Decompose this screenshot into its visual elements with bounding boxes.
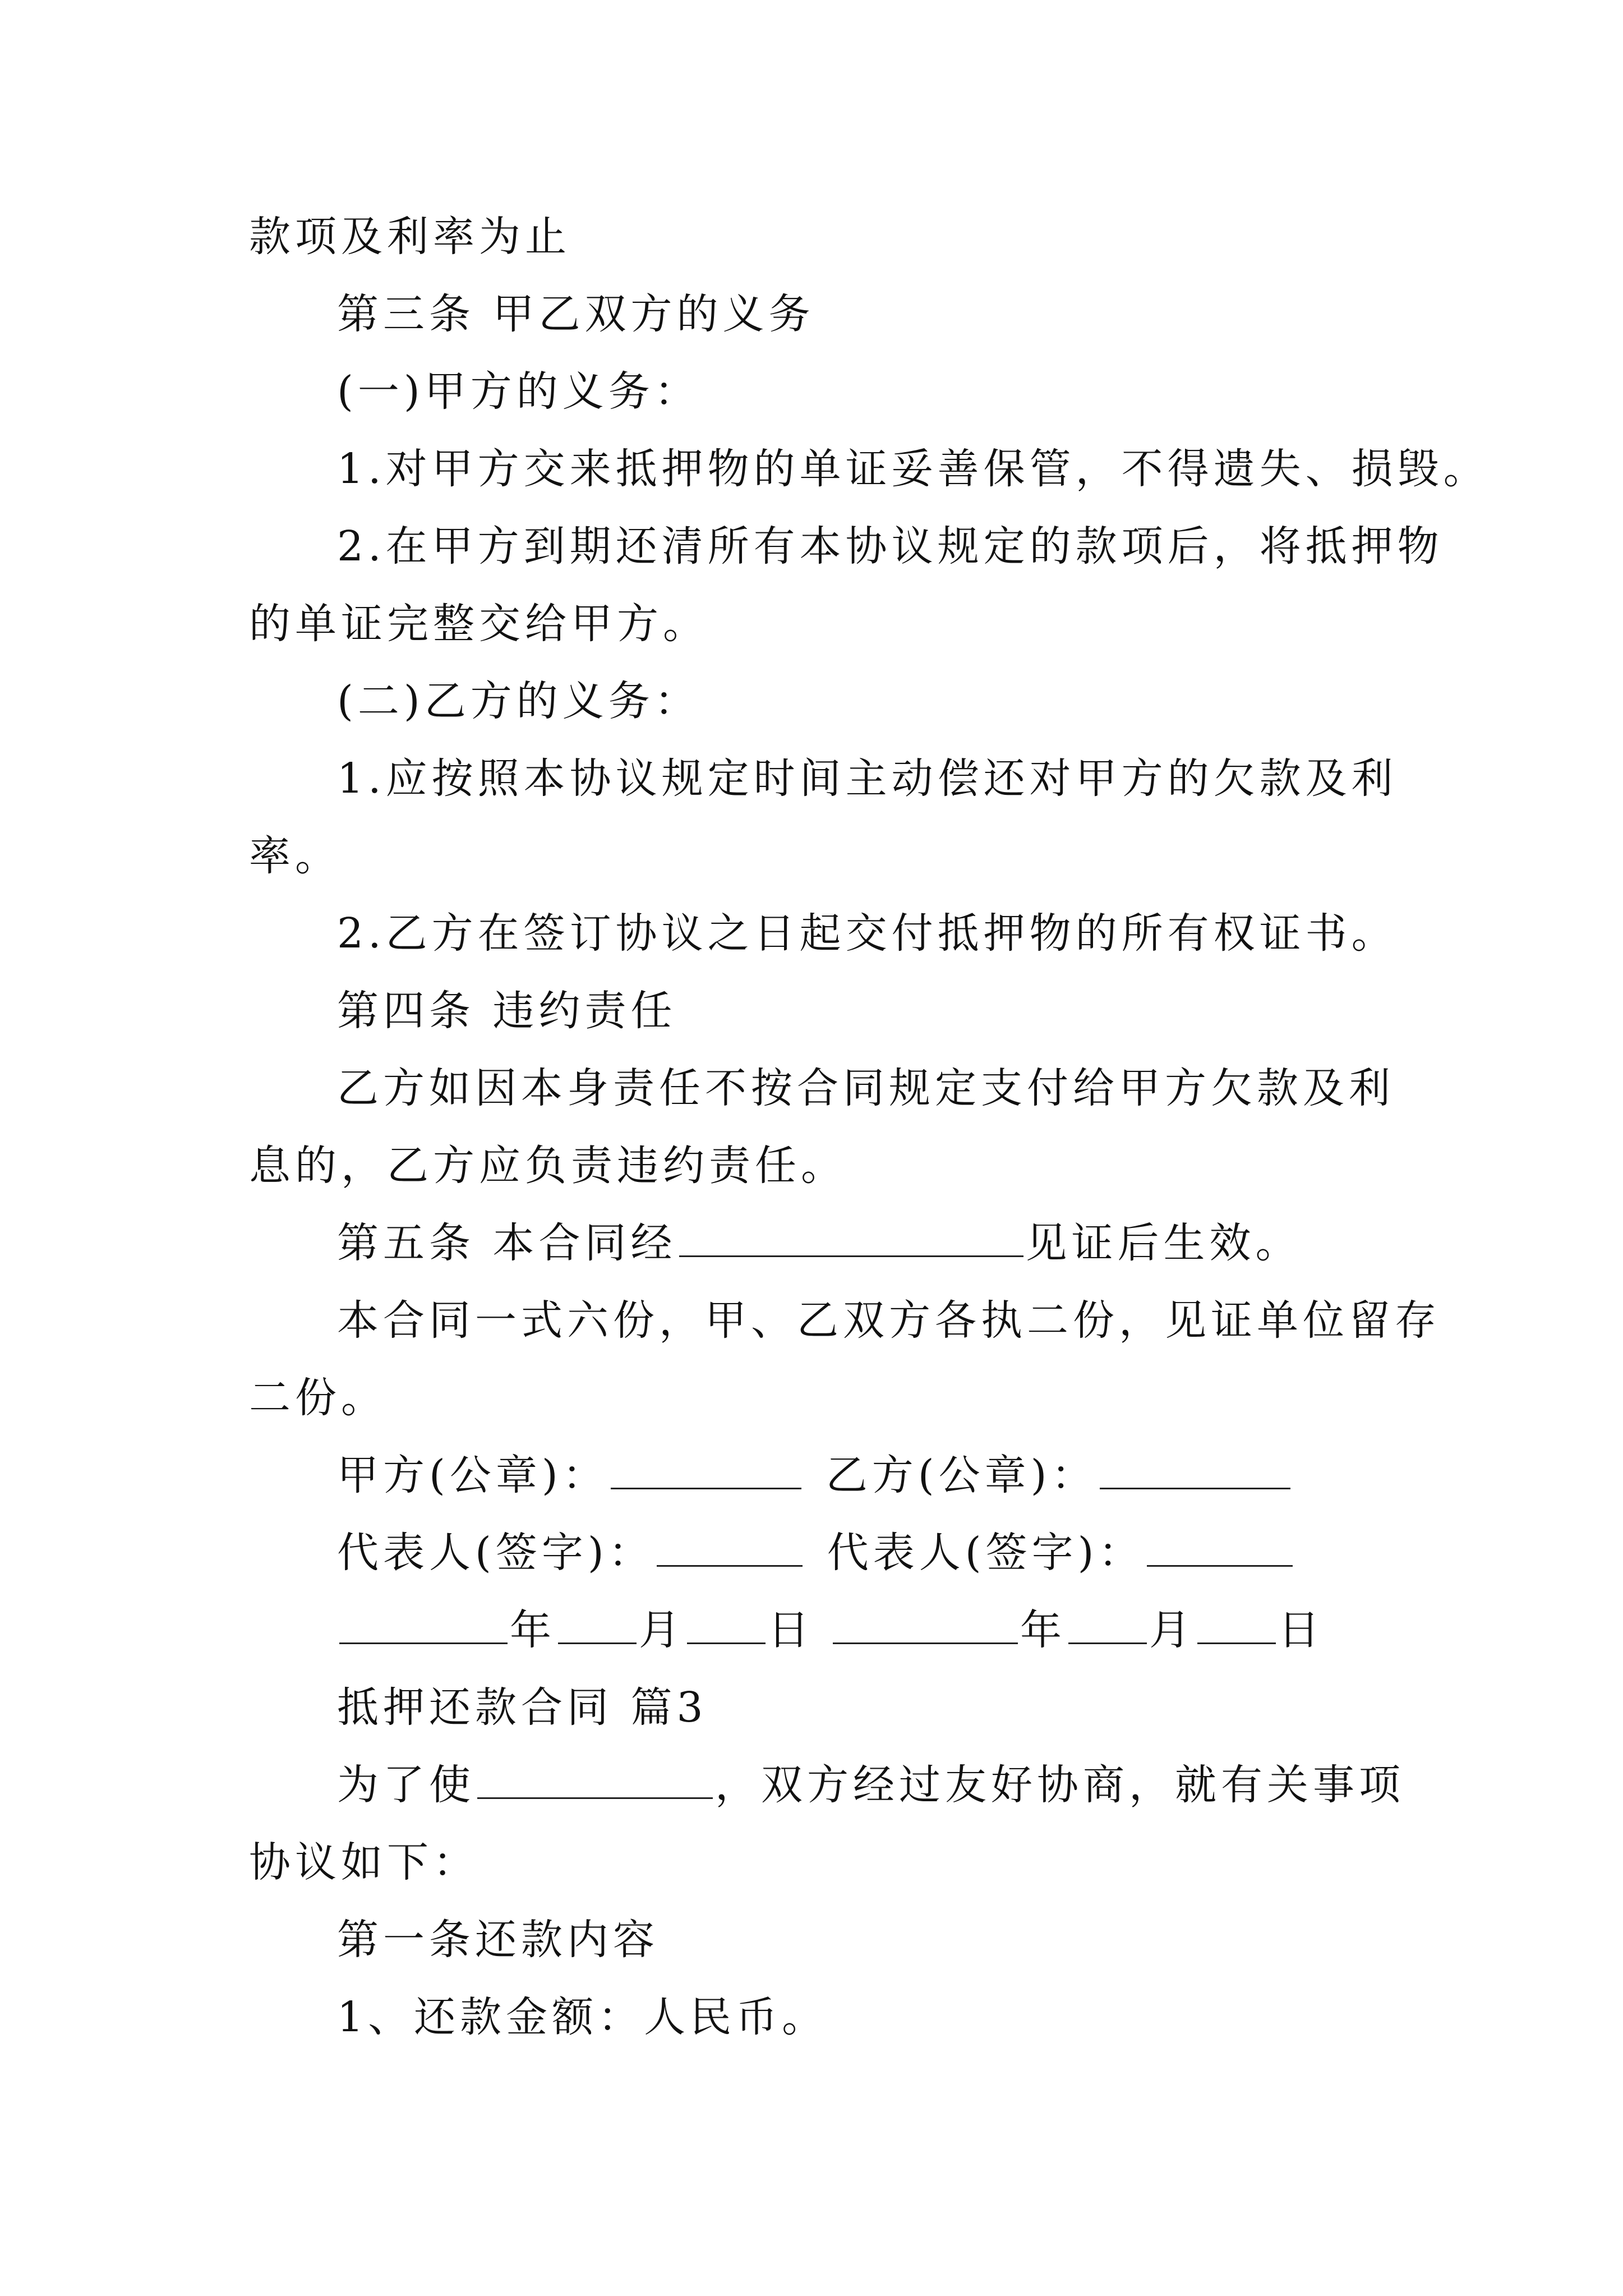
text-line: 1.应按照本协议规定时间主动偿还对甲方的欠款及利 (337, 754, 1398, 803)
clause-five-prefix: 第五条 本合同经 (337, 1219, 677, 1267)
text-line: 本合同一式六份，甲、乙双方各执二份，见证单位留存 (337, 1296, 1441, 1345)
text-line: 率。 (249, 832, 341, 880)
day-a-blank (687, 1603, 766, 1644)
party-b-seal-blank (1100, 1448, 1290, 1489)
year-label: 年 (1020, 1606, 1066, 1654)
clause-five-suffix: 见证后生效。 (1025, 1219, 1302, 1267)
article-heading: 第四条 违约责任 (337, 987, 677, 1035)
sub-heading: (二)乙方的义务： (337, 677, 700, 725)
text-line: 款项及利率为止 (249, 213, 571, 261)
article-heading: 第一条还款内容 (337, 1916, 659, 1964)
day-b-blank (1197, 1603, 1276, 1644)
text-line: 协议如下： (249, 1838, 479, 1887)
purpose-blank (477, 1758, 713, 1799)
text-line: 1.对甲方交来抵押物的单证妥善保管，不得遗失、损毁。 (337, 445, 1490, 493)
article-heading: 第三条 甲乙双方的义务 (337, 290, 815, 338)
party-b-seal-label: 乙方(公章)： (826, 1451, 1098, 1499)
month-b-blank (1068, 1603, 1147, 1644)
party-a-seal-blank (611, 1448, 801, 1489)
text-line: 1、还款金额：人民币。 (337, 1993, 828, 2041)
seal-line (337, 1447, 1293, 1503)
text-line: 息的，乙方应负责违约责任。 (249, 1142, 847, 1190)
section-title: 抵押还款合同 篇3 (337, 1683, 708, 1732)
sub-heading: (一)甲方的义务： (337, 367, 700, 416)
text-line: 的单证完整交给甲方。 (249, 600, 709, 648)
day-label: 日 (768, 1606, 814, 1654)
year-a-blank (339, 1603, 508, 1644)
month-label: 月 (1149, 1606, 1195, 1654)
date-line (337, 1602, 1324, 1658)
intro-prefix: 为了使 (337, 1761, 475, 1809)
text-line: 2.乙方在签订协议之日起交付抵押物的所有权证书。 (337, 909, 1398, 958)
intro-suffix: ，双方经过友好协商，就有关事项 (715, 1761, 1405, 1809)
month-label: 月 (639, 1606, 685, 1654)
month-a-blank (558, 1603, 637, 1644)
text-line: 二份。 (249, 1374, 387, 1422)
witness-blank (679, 1216, 1023, 1257)
text-line: 2.在甲方到期还清所有本协议规定的款项后，将抵押物 (337, 522, 1444, 570)
day-label: 日 (1278, 1606, 1324, 1654)
rep-b-label: 代表人(签字)： (827, 1529, 1145, 1577)
rep-b-blank (1147, 1526, 1293, 1567)
clause-five (337, 1215, 1302, 1271)
year-label: 年 (510, 1606, 556, 1654)
rep-a-label: 代表人(签字)： (337, 1529, 654, 1577)
intro-line (337, 1757, 1405, 1813)
text-line: 乙方如因本身责任不按合同规定支付给甲方欠款及利 (337, 1064, 1395, 1112)
year-b-blank (833, 1603, 1018, 1644)
party-a-seal-label: 甲方(公章)： (337, 1451, 608, 1499)
representative-line (337, 1525, 1295, 1581)
rep-a-blank (657, 1526, 803, 1567)
